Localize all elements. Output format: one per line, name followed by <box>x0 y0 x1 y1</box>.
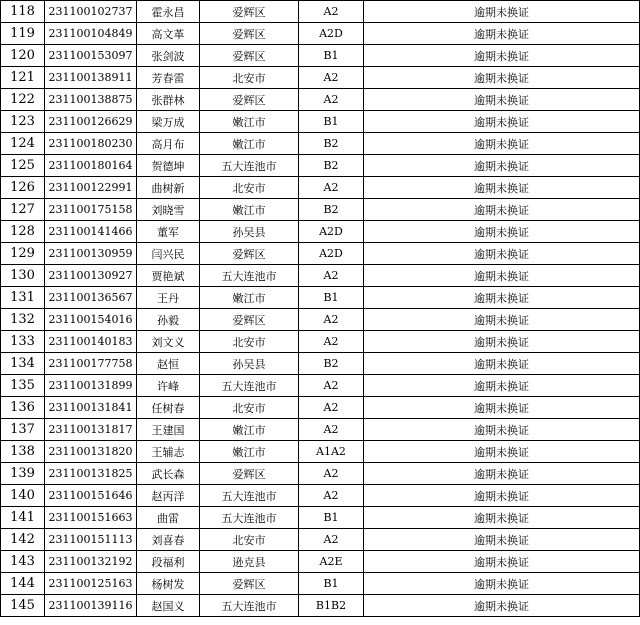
driver-name-cell: 赵国义 <box>137 595 200 617</box>
driver-name-cell: 曲树新 <box>137 177 200 199</box>
table-row <box>1 45 640 67</box>
driver-name-cell: 武长森 <box>137 463 200 485</box>
area-cell: 爱辉区 <box>200 243 299 265</box>
file-number-cell: 231100138911 <box>45 67 137 89</box>
area-cell: 爱辉区 <box>200 463 299 485</box>
license-class-cell: B2 <box>299 353 364 375</box>
area-cell: 孙吴县 <box>200 353 299 375</box>
driver-name-cell: 曲雷 <box>137 507 200 529</box>
area-cell: 爱辉区 <box>200 89 299 111</box>
driver-name-cell: 赵丙洋 <box>137 485 200 507</box>
driver-name-cell: 王建国 <box>137 419 200 441</box>
license-class-cell: B1B2 <box>299 595 364 617</box>
area-cell: 北安市 <box>200 177 299 199</box>
file-number-cell: 231100154016 <box>45 309 137 331</box>
area-cell: 北安市 <box>200 67 299 89</box>
row-number-cell: 129 <box>1 243 45 265</box>
area-cell: 嫩江市 <box>200 419 299 441</box>
license-class-cell: A2 <box>299 67 364 89</box>
table-row <box>1 551 640 573</box>
driver-name-cell: 张群林 <box>137 89 200 111</box>
file-number-cell: 231100151646 <box>45 485 137 507</box>
driver-name-cell: 董军 <box>137 221 200 243</box>
status-cell: 逾期未换证 <box>364 353 640 375</box>
table-row <box>1 265 640 287</box>
row-number-cell: 136 <box>1 397 45 419</box>
driver-name-cell: 许峰 <box>137 375 200 397</box>
driver-name-cell: 王丹 <box>137 287 200 309</box>
table-row <box>1 177 640 199</box>
status-cell: 逾期未换证 <box>364 595 640 617</box>
driver-name-cell: 闫兴民 <box>137 243 200 265</box>
license-class-cell: A2 <box>299 1 364 23</box>
license-class-cell: A2D <box>299 23 364 45</box>
file-number-cell: 231100130959 <box>45 243 137 265</box>
row-number-cell: 142 <box>1 529 45 551</box>
table-row <box>1 331 640 353</box>
file-number-cell: 231100102737 <box>45 1 137 23</box>
license-class-cell: A2 <box>299 463 364 485</box>
status-cell: 逾期未换证 <box>364 221 640 243</box>
license-class-cell: B1 <box>299 573 364 595</box>
table-row <box>1 155 640 177</box>
driver-name-cell: 芳春雷 <box>137 67 200 89</box>
file-number-cell: 231100175158 <box>45 199 137 221</box>
license-class-cell: B2 <box>299 155 364 177</box>
table-row <box>1 243 640 265</box>
file-number-cell: 231100177758 <box>45 353 137 375</box>
status-cell: 逾期未换证 <box>364 441 640 463</box>
license-class-cell: A2 <box>299 397 364 419</box>
status-cell: 逾期未换证 <box>364 375 640 397</box>
status-cell: 逾期未换证 <box>364 133 640 155</box>
driver-name-cell: 刘文义 <box>137 331 200 353</box>
row-number-cell: 119 <box>1 23 45 45</box>
row-number-cell: 122 <box>1 89 45 111</box>
license-class-cell: B2 <box>299 199 364 221</box>
status-cell: 逾期未换证 <box>364 265 640 287</box>
file-number-cell: 231100122991 <box>45 177 137 199</box>
file-number-cell: 231100126629 <box>45 111 137 133</box>
table-row <box>1 507 640 529</box>
file-number-cell: 231100141466 <box>45 221 137 243</box>
table-row <box>1 89 640 111</box>
row-number-cell: 130 <box>1 265 45 287</box>
table-row <box>1 441 640 463</box>
row-number-cell: 141 <box>1 507 45 529</box>
license-class-cell: A2D <box>299 221 364 243</box>
status-cell: 逾期未换证 <box>364 111 640 133</box>
file-number-cell: 231100131841 <box>45 397 137 419</box>
driver-name-cell: 贾艳斌 <box>137 265 200 287</box>
row-number-cell: 140 <box>1 485 45 507</box>
area-cell: 爱辉区 <box>200 573 299 595</box>
table-row <box>1 309 640 331</box>
status-cell: 逾期未换证 <box>364 89 640 111</box>
file-number-cell: 231100131825 <box>45 463 137 485</box>
row-number-cell: 134 <box>1 353 45 375</box>
table-row <box>1 23 640 45</box>
area-cell: 五大连池市 <box>200 375 299 397</box>
table-row <box>1 199 640 221</box>
status-cell: 逾期未换证 <box>364 309 640 331</box>
row-number-cell: 131 <box>1 287 45 309</box>
license-class-cell: A2 <box>299 265 364 287</box>
status-cell: 逾期未换证 <box>364 397 640 419</box>
file-number-cell: 231100151113 <box>45 529 137 551</box>
row-number-cell: 128 <box>1 221 45 243</box>
file-number-cell: 231100104849 <box>45 23 137 45</box>
row-number-cell: 127 <box>1 199 45 221</box>
driver-name-cell: 任树春 <box>137 397 200 419</box>
license-class-cell: A2 <box>299 375 364 397</box>
status-cell: 逾期未换证 <box>364 67 640 89</box>
file-number-cell: 231100151663 <box>45 507 137 529</box>
file-number-cell: 231100132192 <box>45 551 137 573</box>
file-number-cell: 231100131820 <box>45 441 137 463</box>
status-cell: 逾期未换证 <box>364 529 640 551</box>
license-class-cell: A2 <box>299 177 364 199</box>
driver-name-cell: 段福利 <box>137 551 200 573</box>
license-class-cell: A2 <box>299 419 364 441</box>
driver-name-cell: 王辅志 <box>137 441 200 463</box>
row-number-cell: 120 <box>1 45 45 67</box>
area-cell: 孙吴县 <box>200 221 299 243</box>
table-row <box>1 419 640 441</box>
status-cell: 逾期未换证 <box>364 1 640 23</box>
table-row <box>1 133 640 155</box>
license-class-cell: A2E <box>299 551 364 573</box>
status-cell: 逾期未换证 <box>364 485 640 507</box>
area-cell: 五大连池市 <box>200 595 299 617</box>
table-row <box>1 111 640 133</box>
area-cell: 逊克县 <box>200 551 299 573</box>
status-cell: 逾期未换证 <box>364 507 640 529</box>
license-class-cell: A2 <box>299 529 364 551</box>
table-row <box>1 287 640 309</box>
table-row <box>1 485 640 507</box>
status-cell: 逾期未换证 <box>364 177 640 199</box>
driver-name-cell: 赵恒 <box>137 353 200 375</box>
table-row <box>1 595 640 617</box>
area-cell: 五大连池市 <box>200 485 299 507</box>
license-class-cell: A2D <box>299 243 364 265</box>
status-cell: 逾期未换证 <box>364 199 640 221</box>
area-cell: 爱辉区 <box>200 1 299 23</box>
license-class-cell: A2 <box>299 331 364 353</box>
row-number-cell: 125 <box>1 155 45 177</box>
row-number-cell: 138 <box>1 441 45 463</box>
status-cell: 逾期未换证 <box>364 23 640 45</box>
status-cell: 逾期未换证 <box>364 419 640 441</box>
row-number-cell: 143 <box>1 551 45 573</box>
driver-name-cell: 梁万成 <box>137 111 200 133</box>
row-number-cell: 144 <box>1 573 45 595</box>
license-class-cell: A2 <box>299 485 364 507</box>
area-cell: 五大连池市 <box>200 265 299 287</box>
area-cell: 嫩江市 <box>200 287 299 309</box>
table-body <box>1 1 640 617</box>
status-cell: 逾期未换证 <box>364 155 640 177</box>
status-cell: 逾期未换证 <box>364 243 640 265</box>
area-cell: 爱辉区 <box>200 45 299 67</box>
file-number-cell: 231100138875 <box>45 89 137 111</box>
license-class-cell: B1 <box>299 287 364 309</box>
table-row <box>1 353 640 375</box>
row-number-cell: 137 <box>1 419 45 441</box>
license-class-cell: B1 <box>299 111 364 133</box>
area-cell: 爱辉区 <box>200 309 299 331</box>
table-row <box>1 1 640 23</box>
area-cell: 北安市 <box>200 529 299 551</box>
file-number-cell: 231100131817 <box>45 419 137 441</box>
driver-name-cell: 孙毅 <box>137 309 200 331</box>
file-number-cell: 231100140183 <box>45 331 137 353</box>
row-number-cell: 145 <box>1 595 45 617</box>
area-cell: 嫩江市 <box>200 111 299 133</box>
area-cell: 嫩江市 <box>200 133 299 155</box>
row-number-cell: 135 <box>1 375 45 397</box>
license-class-cell: B1 <box>299 507 364 529</box>
status-cell: 逾期未换证 <box>364 573 640 595</box>
file-number-cell: 231100136567 <box>45 287 137 309</box>
driver-name-cell: 刘喜春 <box>137 529 200 551</box>
status-cell: 逾期未换证 <box>364 551 640 573</box>
driver-name-cell: 杨树发 <box>137 573 200 595</box>
license-class-cell: A2 <box>299 89 364 111</box>
file-number-cell: 231100125163 <box>45 573 137 595</box>
driver-name-cell: 高月布 <box>137 133 200 155</box>
row-number-cell: 139 <box>1 463 45 485</box>
table-row <box>1 573 640 595</box>
status-cell: 逾期未换证 <box>364 331 640 353</box>
status-cell: 逾期未换证 <box>364 45 640 67</box>
driver-name-cell: 霍永昌 <box>137 1 200 23</box>
table-row <box>1 67 640 89</box>
area-cell: 五大连池市 <box>200 507 299 529</box>
row-number-cell: 124 <box>1 133 45 155</box>
row-number-cell: 132 <box>1 309 45 331</box>
license-class-cell: A2 <box>299 309 364 331</box>
area-cell: 北安市 <box>200 397 299 419</box>
table-row <box>1 375 640 397</box>
driver-name-cell: 刘晓雪 <box>137 199 200 221</box>
row-number-cell: 118 <box>1 1 45 23</box>
area-cell: 北安市 <box>200 331 299 353</box>
area-cell: 五大连池市 <box>200 155 299 177</box>
status-cell: 逾期未换证 <box>364 463 640 485</box>
area-cell: 爱辉区 <box>200 23 299 45</box>
area-cell: 嫩江市 <box>200 441 299 463</box>
row-number-cell: 133 <box>1 331 45 353</box>
file-number-cell: 231100153097 <box>45 45 137 67</box>
driver-name-cell: 贺德坤 <box>137 155 200 177</box>
file-number-cell: 231100139116 <box>45 595 137 617</box>
status-cell: 逾期未换证 <box>364 287 640 309</box>
table-row <box>1 397 640 419</box>
file-number-cell: 231100130927 <box>45 265 137 287</box>
driver-name-cell: 高文革 <box>137 23 200 45</box>
row-number-cell: 126 <box>1 177 45 199</box>
row-number-cell: 123 <box>1 111 45 133</box>
table-row <box>1 529 640 551</box>
file-number-cell: 231100180164 <box>45 155 137 177</box>
table-row <box>1 221 640 243</box>
table-row <box>1 463 640 485</box>
file-number-cell: 231100131899 <box>45 375 137 397</box>
license-class-cell: A1A2 <box>299 441 364 463</box>
row-number-cell: 121 <box>1 67 45 89</box>
file-number-cell: 231100180230 <box>45 133 137 155</box>
license-class-cell: B2 <box>299 133 364 155</box>
license-class-cell: B1 <box>299 45 364 67</box>
area-cell: 嫩江市 <box>200 199 299 221</box>
driver-name-cell: 张剑波 <box>137 45 200 67</box>
